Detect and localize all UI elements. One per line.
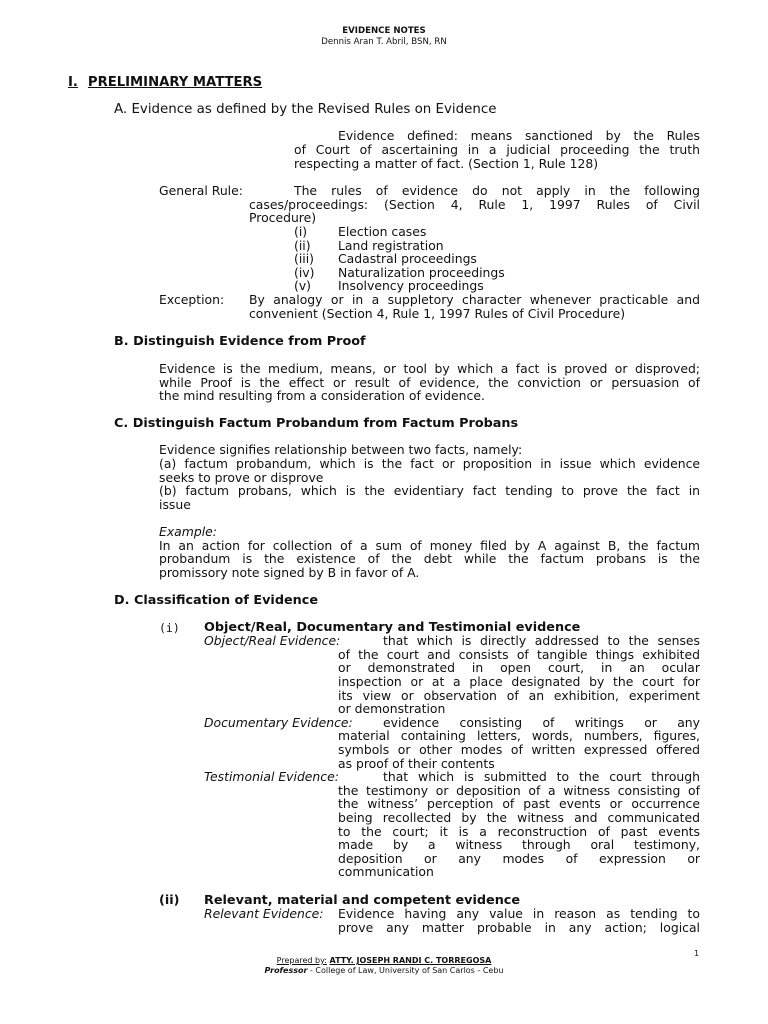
example-line: probandum is the existence of the debt while the factum probans is the (159, 551, 700, 566)
term-label: Object/Real Evidence: (204, 633, 341, 648)
paragraph-line: Evidence signifies relationship between two facts, namely: (159, 442, 523, 457)
paragraph-line: (a) factum probandum, which is the fact or proposition in issue which evidence (159, 456, 700, 471)
definition-line: that which is submitted to the court through (383, 769, 700, 784)
case-num: (ii) (294, 238, 311, 253)
definition-line: or demonstrated in open court, in an ocular (338, 660, 700, 675)
exception-line: convenient (Section 4, Rule 1, 1997 Rules of Civil Procedure) (249, 306, 626, 321)
subsection-title: Object/Real, Documentary and Testimonial evidence (204, 620, 581, 635)
subsection-number: (ii) (159, 893, 180, 908)
case-text: Cadastral proceedings (338, 251, 477, 266)
example-line: promissory note signed by B in favor of A. (159, 565, 420, 580)
definition-line: made by a witness through oral testimony, (338, 837, 700, 852)
paragraph-line: issue (159, 497, 191, 512)
prepared-by-label: Prepared by: (276, 956, 327, 965)
general-rule-line: Procedure) (249, 210, 317, 225)
doc-author: Dennis Aran T. Abril, BSN, RN (321, 37, 447, 47)
preparer-role: Professor (264, 966, 308, 975)
definition-line: evidence consisting of writings or any (383, 715, 700, 730)
case-num: (iii) (294, 251, 314, 266)
definition-line: Evidence having any value in reason as tending to (338, 906, 700, 921)
definition-line: or demonstration (338, 701, 446, 716)
general-rule-line: cases/proceedings: (Section 4, Rule 1, 1997 Rules of Civil (249, 197, 700, 212)
general-rule-label: General Rule: (159, 183, 243, 198)
paragraph-line: seeks to prove or disprove (159, 470, 324, 485)
case-text: Insolvency proceedings (338, 278, 484, 293)
definition-line: prove any matter probable in any action; logical (338, 920, 700, 935)
paragraph-line: while Proof is the effect or result of evidence, the conviction or persuasion of (159, 375, 700, 390)
case-text: Naturalization proceedings (338, 265, 505, 280)
definition-line: its view or observation of an exhibition, experiment (338, 688, 700, 703)
paragraph-line: Evidence is the medium, means, or tool by which a fact is proved or disproved; (159, 361, 700, 376)
term-label: Relevant Evidence: (204, 906, 324, 921)
def-line: respecting a matter of fact. (Section 1, Rule 128) (294, 156, 599, 171)
definition-line: inspection or at a place designated by the court for (338, 674, 700, 689)
term-label: Documentary Evidence: (204, 715, 353, 730)
case-num: (iv) (294, 265, 315, 280)
section-number: I. (68, 75, 78, 90)
paragraph-line: the mind resulting from a consideration of evidence. (159, 388, 485, 403)
term-label: Testimonial Evidence: (204, 769, 339, 784)
part-d-heading: D. Classification of Evidence (114, 593, 319, 608)
part-b-heading: B. Distinguish Evidence from Proof (114, 334, 366, 349)
definition-line: being recollected by the witness and communicated (338, 810, 700, 825)
preparer-affiliation: - College of Law, University of San Carlos - Cebu (307, 966, 504, 975)
def-line: Evidence defined: means sanctioned by the Rules (338, 128, 700, 143)
case-text: Land registration (338, 238, 444, 253)
def-line: of Court of ascertaining in a judicial proceeding the truth (294, 142, 700, 157)
definition-line: that which is directly addressed to the senses (383, 633, 700, 648)
definition-line: deposition or any modes of expression or (338, 851, 700, 866)
paragraph-line: (b) factum probans, which is the evidentiary fact tending to prove the fact in (159, 483, 700, 498)
page-number: 1 (694, 949, 700, 958)
definition-line: symbols or other modes of written expressed offered (338, 742, 700, 757)
subsection-number: (i) (159, 621, 180, 635)
example-line: In an action for collection of a sum of money filed by A against B, the factum (159, 538, 700, 553)
prepared-by-line (0, 956, 768, 965)
case-text: Election cases (338, 224, 427, 239)
part-a-heading: A. Evidence as defined by the Revised Rules on Evidence (114, 102, 497, 117)
example-label: Example: (159, 524, 217, 539)
definition-line: as proof of their contents (338, 756, 495, 771)
definition-line: to the court; it is a reconstruction of past events (338, 824, 700, 839)
definition-line: of the court and consists of tangible things exhibited (338, 647, 700, 662)
definition-line: the witness’ perception of past events or occurrence (338, 796, 700, 811)
preparer-name: ATTY. JOSEPH RANDI C. TORREGOSA (329, 956, 492, 965)
case-num: (i) (294, 224, 308, 239)
exception-label: Exception: (159, 292, 225, 307)
case-num: (v) (294, 278, 312, 293)
definition-line: the testimony or deposition of a witness consisting of (338, 783, 700, 798)
section-title: PRELIMINARY MATTERS (87, 75, 263, 90)
exception-line: By analogy or in a suppletory character whenever practicable and (249, 292, 700, 307)
doc-title: EVIDENCE NOTES (342, 26, 426, 36)
section-heading (68, 75, 262, 90)
part-c-heading: C. Distinguish Factum Probandum from Factum Probans (114, 416, 519, 431)
definition-line: material containing letters, words, numbers, figures, (338, 728, 700, 743)
subsection-title: Relevant, material and competent evidence (204, 893, 521, 908)
definition-line: communication (338, 864, 434, 879)
general-rule-line: The rules of evidence do not apply in the following (294, 183, 700, 198)
affiliation-line (0, 966, 768, 975)
